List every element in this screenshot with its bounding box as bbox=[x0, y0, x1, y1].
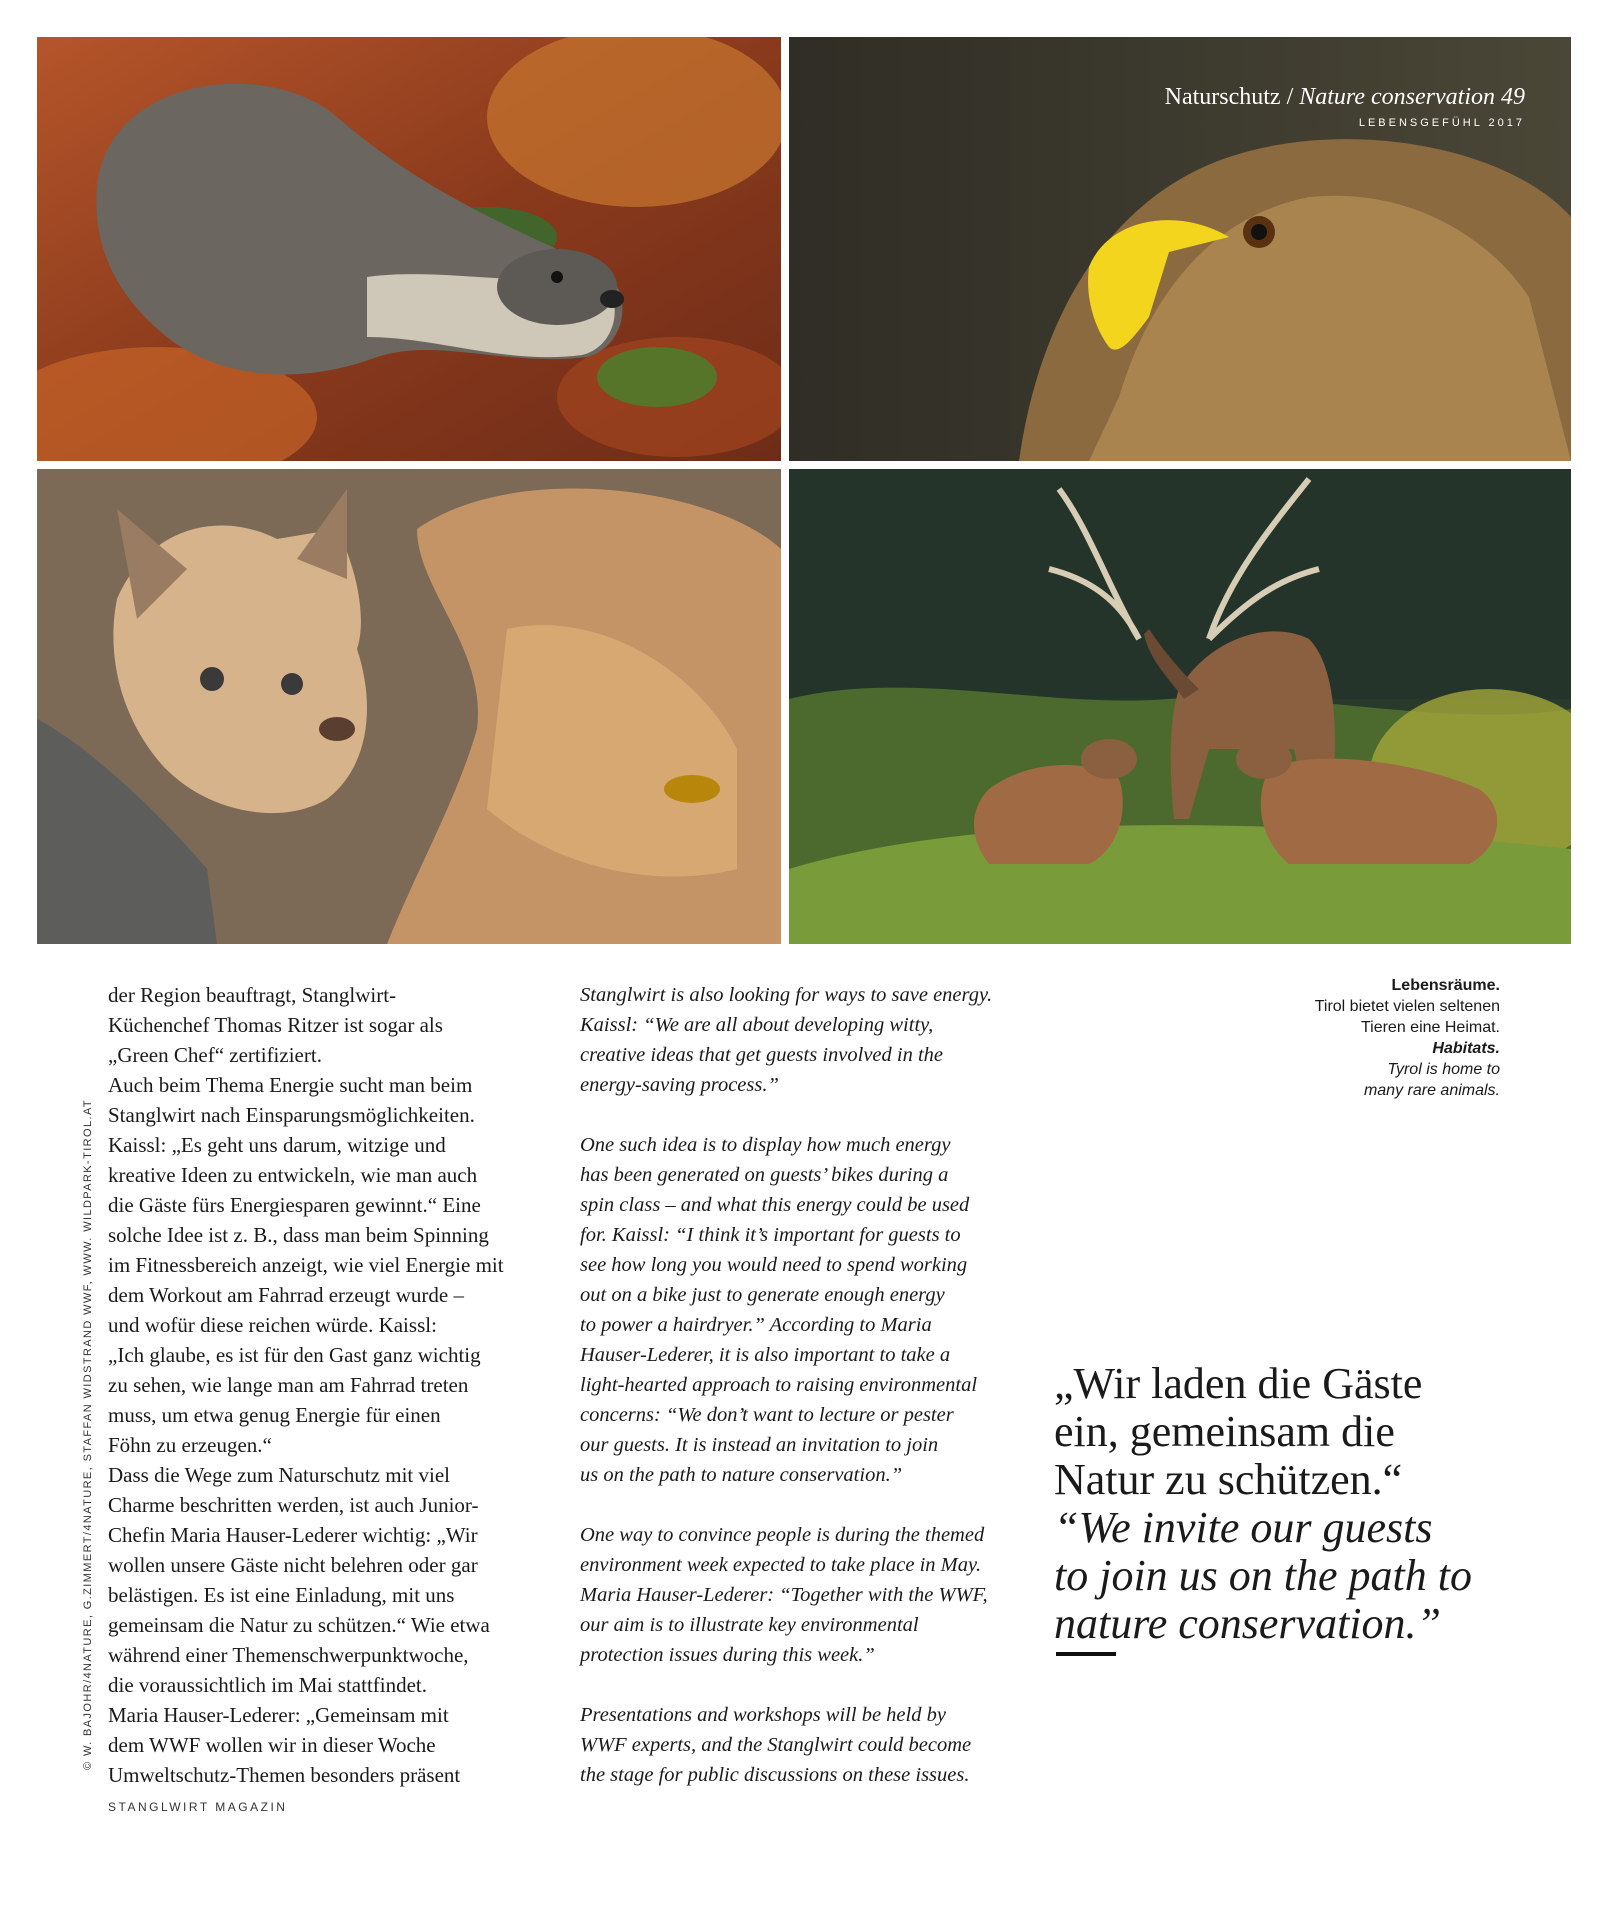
text-line: our guests. It is instead an invitation to join bbox=[580, 1434, 939, 1456]
text-line: Küchenchef Thomas Ritzer ist sogar als bbox=[108, 1013, 443, 1037]
text-line: kreative Ideen zu entwickeln, wie man auch bbox=[108, 1163, 478, 1187]
text-line: muss, um etwa genug Energie für einen bbox=[108, 1403, 441, 1427]
page-number: 49 bbox=[1501, 84, 1525, 110]
text-line: Chefin Maria Hauser-Lederer wichtig: „Wir bbox=[108, 1523, 478, 1547]
text-line: dem WWF wollen wir in dieser Woche bbox=[108, 1733, 436, 1757]
quote-rule bbox=[1056, 1652, 1116, 1656]
text-line: One such idea is to display how much energy bbox=[580, 1134, 951, 1156]
text-line: to power a hairdryer.” According to Maria bbox=[580, 1314, 932, 1336]
magazine-footer: STANGLWIRT MAGAZIN bbox=[108, 1800, 288, 1814]
text-line: Presentations and workshops will be held by bbox=[580, 1704, 946, 1726]
text-line: Umweltschutz-Themen besonders präsent bbox=[108, 1763, 461, 1787]
section-title bbox=[1165, 84, 1525, 111]
quote-line-de: „Wir laden die Gäste bbox=[1054, 1359, 1423, 1408]
photo-otter bbox=[37, 37, 781, 461]
text-line: creative ideas that get guests involved in the bbox=[580, 1044, 944, 1066]
quote-line-en: to join us on the path to bbox=[1054, 1551, 1472, 1600]
text-line: light-hearted approach to raising environmental bbox=[580, 1374, 978, 1396]
caption-title-de: Lebensräume. bbox=[1391, 977, 1500, 994]
paragraph bbox=[580, 1520, 1030, 1670]
section-separator: / bbox=[1280, 84, 1300, 110]
text-line: Stanglwirt nach Einsparungsmöglichkeiten. bbox=[108, 1103, 475, 1127]
text-line: environment week expected to take place in May. bbox=[580, 1554, 982, 1576]
caption-line: Tieren eine Heimat. bbox=[1360, 1019, 1500, 1036]
photo-deer bbox=[789, 469, 1571, 944]
text-line: wollen unsere Gäste nicht belehren oder gar bbox=[108, 1553, 478, 1577]
text-line: während einer Themenschwerpunktwoche, bbox=[108, 1643, 469, 1667]
text-line: der Region beauftragt, Stanglwirt- bbox=[108, 983, 397, 1007]
text-line: us on the path to nature conservation.” bbox=[580, 1464, 903, 1486]
text-line: Dass die Wege zum Naturschutz mit viel bbox=[108, 1463, 450, 1487]
text-line: solche Idee ist z. B., dass man beim Spinning bbox=[108, 1223, 489, 1247]
text-line: WWF experts, and the Stanglwirt could become bbox=[580, 1734, 972, 1756]
text-line: protection issues during this week.” bbox=[580, 1644, 875, 1666]
text-line: belästigen. Es ist eine Einladung, mit uns bbox=[108, 1583, 455, 1607]
paragraph bbox=[580, 1130, 1030, 1490]
text-line: for. Kaissl: “I think it’s important for guests to bbox=[580, 1224, 961, 1246]
page-header bbox=[1165, 84, 1525, 129]
text-line: energy-saving process.” bbox=[580, 1074, 779, 1096]
paragraph bbox=[580, 1700, 1030, 1790]
caption-line: Tirol bietet vielen seltenen bbox=[1314, 998, 1500, 1015]
caption-line: Tyrol is home to bbox=[1387, 1061, 1500, 1078]
quote-line-en: nature conservation.” bbox=[1054, 1599, 1441, 1648]
section-title-de: Naturschutz bbox=[1164, 84, 1281, 110]
text-line: Kaissl: „Es geht uns darum, witzige und bbox=[108, 1133, 446, 1157]
text-line: zu sehen, wie lange man am Fahrrad treten bbox=[108, 1373, 469, 1397]
text-line: our aim is to illustrate key environmental bbox=[580, 1614, 919, 1636]
photo-caption bbox=[1200, 975, 1500, 1101]
text-line: Kaissl: “We are all about developing witty, bbox=[580, 1014, 934, 1036]
text-line: the stage for public discussions on these issues. bbox=[580, 1764, 970, 1786]
text-line: gemeinsam die Natur zu schützen.“ Wie etwa bbox=[108, 1613, 490, 1637]
text-line: Stanglwirt is also looking for ways to save energy. bbox=[580, 984, 993, 1006]
text-line: im Fitnessbereich anzeigt, wie viel Energie mit bbox=[108, 1253, 504, 1277]
text-line: Hauser-Lederer, it is also important to take a bbox=[580, 1344, 951, 1366]
paragraph bbox=[580, 980, 1030, 1100]
edition-label: LEBENSGEFÜHL 2017 bbox=[1358, 117, 1525, 129]
text-line: out on a bike just to generate enough energy bbox=[580, 1284, 945, 1306]
caption-line: many rare animals. bbox=[1363, 1082, 1500, 1099]
text-line: Maria Hauser-Lederer: „Gemeinsam mit bbox=[108, 1703, 449, 1727]
text-line: „Green Chef“ zertifiziert. bbox=[108, 1043, 322, 1067]
text-line: Föhn zu erzeugen.“ bbox=[108, 1433, 272, 1457]
text-line: die Gäste fürs Energiesparen gewinnt.“ Eine bbox=[108, 1193, 481, 1217]
text-line: has been generated on guests’ bikes during a bbox=[580, 1164, 949, 1186]
article-column-de bbox=[108, 980, 563, 1790]
text-line: One way to convince people is during the themed bbox=[580, 1524, 985, 1546]
text-line: Auch beim Thema Energie sucht man beim bbox=[108, 1073, 473, 1097]
text-line: see how long you would need to spend working bbox=[580, 1254, 968, 1276]
text-line: spin class – and what this energy could be used bbox=[580, 1194, 970, 1216]
text-line: Charme beschritten werden, ist auch Junior- bbox=[108, 1493, 479, 1517]
text-line: „Ich glaube, es ist für den Gast ganz wichtig bbox=[108, 1343, 481, 1367]
text-line: die voraussichtlich im Mai stattfindet. bbox=[108, 1673, 428, 1697]
quote-line-de: ein, gemeinsam die bbox=[1054, 1407, 1395, 1456]
text-line: dem Workout am Fahrrad erzeugt wurde – bbox=[108, 1283, 464, 1307]
photo-lynx bbox=[37, 469, 781, 944]
text-line: und wofür diese reichen würde. Kaissl: bbox=[108, 1313, 437, 1337]
photo-credit: © W. BAJOHR/4NATURE, G.ZIMMERT/4NATURE, STAFFAN WIDSTRAND WWF, WWW. WILDPARK-TIROL.AT bbox=[82, 1099, 94, 1770]
pull-quote bbox=[1054, 1360, 1514, 1648]
caption-title-en: Habitats. bbox=[1432, 1040, 1500, 1057]
quote-line-en: “We invite our guests bbox=[1054, 1503, 1433, 1552]
text-line: concerns: “We don’t want to lecture or pester bbox=[580, 1404, 954, 1426]
section-title-en: Nature conservation bbox=[1299, 84, 1495, 110]
text-line: Maria Hauser-Lederer: “Together with the WWF, bbox=[580, 1584, 988, 1606]
article-column-en bbox=[580, 980, 1030, 1790]
quote-line-de: Natur zu schützen.“ bbox=[1054, 1455, 1403, 1504]
